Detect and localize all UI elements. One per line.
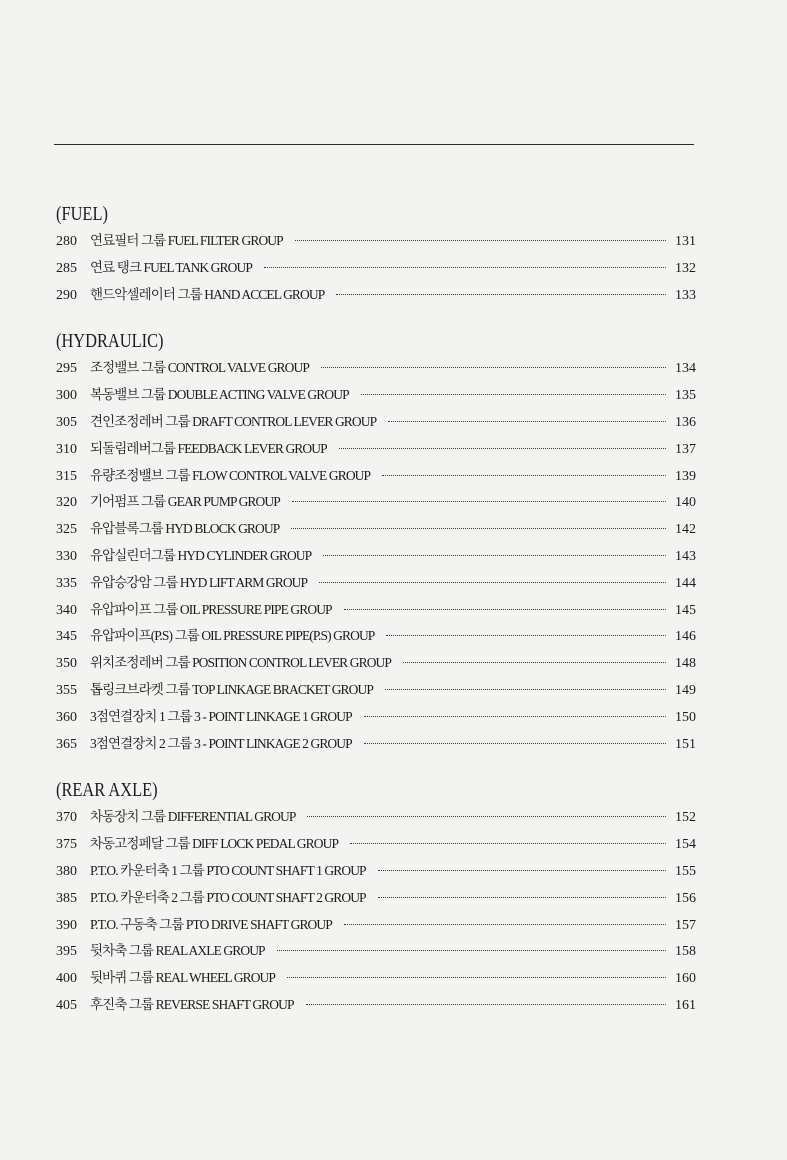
entry-title: 톱링크브라켓 그룹 TOP LINKAGE BRACKET GROUP [90, 681, 373, 697]
entry-page-number: 154 [675, 837, 696, 853]
toc-entry [56, 355, 696, 382]
section-title: (REAR AXLE) [56, 779, 158, 802]
toc-entry [56, 704, 696, 731]
entry-page-number: 160 [675, 971, 696, 987]
entry-page-number: 137 [675, 441, 696, 457]
toc-entry [56, 912, 696, 939]
entry-number: 335 [56, 575, 77, 591]
entry-number: 375 [56, 837, 77, 853]
entry-page-number: 155 [675, 863, 696, 879]
entry-page-number: 150 [675, 709, 696, 725]
dot-leader [277, 950, 666, 951]
entry-title: 복동밸브 그룹 DOUBLE ACTING VALVE GROUP [90, 387, 349, 403]
dot-leader [382, 475, 666, 476]
entry-page-number: 145 [675, 602, 696, 618]
entry-page-number: 158 [675, 944, 696, 960]
table-of-contents [56, 200, 696, 1038]
toc-entry [56, 597, 696, 624]
entry-number: 350 [56, 656, 77, 672]
entry-title: 되돌림레버그룹 FEEDBACK LEVER GROUP [90, 440, 327, 456]
entry-number: 370 [56, 810, 77, 826]
entry-page-number: 152 [675, 810, 696, 826]
entry-title: 조정밸브 그룹 CONTROL VALVE GROUP [90, 360, 309, 376]
entry-title: 후진축 그룹 REVERSE SHAFT GROUP [90, 996, 294, 1012]
dot-leader [361, 394, 666, 395]
entry-number: 365 [56, 736, 77, 752]
dot-leader [323, 555, 666, 556]
entry-title: 차동고정페달 그룹 DIFF LOCK PEDAL GROUP [90, 836, 339, 852]
toc-entry [56, 382, 696, 409]
entry-page-number: 151 [675, 736, 696, 752]
entry-number: 315 [56, 468, 77, 484]
dot-leader [292, 501, 666, 502]
dot-leader [364, 716, 666, 717]
dot-leader [344, 609, 666, 610]
entry-number: 280 [56, 234, 77, 249]
entry-title: 뒷차축 그룹 REAL AXLE GROUP [90, 943, 265, 959]
toc-entry [56, 255, 696, 282]
entry-page-number: 143 [675, 548, 696, 564]
entry-page-number: 142 [675, 522, 696, 538]
entry-number: 355 [56, 682, 77, 698]
entry-title: 3점연결장치 2 그룹 3 - POINT LINKAGE 2 GROUP [90, 735, 352, 751]
dot-leader [378, 870, 666, 871]
entry-page-number: 149 [675, 682, 696, 698]
entry-title: P.T.O. 카운터축 2 그룹 PTO COUNT SHAFT 2 GROUP [90, 889, 366, 905]
toc-section [56, 776, 696, 1018]
dot-leader [388, 421, 666, 422]
toc-entry [56, 831, 696, 858]
entry-number: 345 [56, 629, 77, 645]
toc-entry [56, 623, 696, 650]
entry-title: 유압블록그룹 HYD BLOCK GROUP [90, 521, 280, 537]
toc-section [56, 327, 696, 757]
entry-page-number: 144 [675, 575, 696, 591]
section-title: (FUEL) [56, 203, 108, 225]
dot-leader [295, 240, 666, 241]
toc-entry [56, 650, 696, 677]
toc-entry [56, 804, 696, 831]
entry-title: 연료 탱크 FUEL TANK GROUP [90, 259, 252, 275]
toc-entry [56, 677, 696, 704]
entry-number: 300 [56, 388, 77, 404]
entry-number: 290 [56, 287, 77, 303]
entry-page-number: 148 [675, 656, 696, 672]
entry-page-number: 132 [675, 260, 696, 276]
entry-title: 차동장치 그룹 DIFFERENTIAL GROUP [90, 809, 296, 825]
entry-number: 360 [56, 709, 77, 725]
dot-leader [386, 635, 666, 636]
entry-number: 330 [56, 548, 77, 564]
entry-page-number: 136 [675, 414, 696, 430]
entry-number: 285 [56, 260, 77, 276]
dot-leader [344, 924, 666, 925]
entry-page-number: 131 [675, 234, 696, 249]
entry-number: 310 [56, 441, 77, 457]
entry-page-number: 139 [675, 468, 696, 484]
entry-title: 뒷바퀴 그룹 REAL WHEEL GROUP [90, 970, 275, 986]
dot-leader [364, 743, 666, 744]
entry-title: 견인조정레버 그룹 DRAFT CONTROL LEVER GROUP [90, 413, 377, 429]
entry-title: 위치조정레버 그룹 POSITION CONTROL LEVER GROUP [90, 655, 392, 671]
entry-title: P.T.O. 카운터축 1 그룹 PTO COUNT SHAFT 1 GROUP [90, 862, 366, 878]
toc-entry [56, 436, 696, 463]
entry-number: 400 [56, 971, 77, 987]
entry-title: 연료필터 그룹 FUEL FILTER GROUP [90, 233, 283, 248]
entry-number: 380 [56, 863, 77, 879]
entry-number: 385 [56, 890, 77, 906]
entry-title: 유압승강암 그룹 HYD LIFT ARM GROUP [90, 574, 308, 590]
toc-entry [56, 731, 696, 758]
toc-entry [56, 463, 696, 490]
toc-entry [56, 965, 696, 992]
toc-entry [56, 938, 696, 965]
dot-leader [385, 689, 666, 690]
toc-entry [56, 516, 696, 543]
dot-leader [264, 267, 666, 268]
toc-entry [56, 543, 696, 570]
entry-number: 295 [56, 361, 77, 377]
toc-entry [56, 992, 696, 1019]
entry-number: 405 [56, 997, 77, 1013]
entry-number: 395 [56, 944, 77, 960]
entry-page-number: 146 [675, 629, 696, 645]
dot-leader [378, 897, 666, 898]
entry-title: 핸드악셀레이터 그룹 HAND ACCEL GROUP [90, 286, 325, 302]
entry-page-number: 156 [675, 890, 696, 906]
entry-number: 320 [56, 495, 77, 511]
entry-number: 305 [56, 414, 77, 430]
dot-leader [291, 528, 666, 529]
toc-section [56, 200, 696, 308]
toc-entry [56, 570, 696, 597]
entry-title: 기어펌프 그룹 GEAR PUMP GROUP [90, 494, 280, 510]
entry-number: 390 [56, 917, 77, 933]
dot-leader [336, 294, 666, 295]
toc-entry [56, 409, 696, 436]
dot-leader [350, 843, 666, 844]
entry-title: P.T.O. 구동축 그룹 PTO DRIVE SHAFT GROUP [90, 916, 332, 932]
dot-leader [306, 1004, 666, 1005]
entry-page-number: 135 [675, 388, 696, 404]
entry-page-number: 140 [675, 495, 696, 511]
entry-page-number: 134 [675, 361, 696, 377]
toc-entry [56, 228, 696, 255]
toc-entry [56, 282, 696, 309]
entry-page-number: 133 [675, 287, 696, 303]
toc-entry [56, 858, 696, 885]
entry-title: 3점연결장치 1 그룹 3 - POINT LINKAGE 1 GROUP [90, 708, 352, 724]
toc-entry [56, 885, 696, 912]
entry-title: 유압실린더그룹 HYD CYLINDER GROUP [90, 547, 312, 563]
entry-number: 325 [56, 522, 77, 538]
entry-page-number: 161 [675, 997, 696, 1013]
entry-title: 유량조정밸브 그룹 FLOW CONTROL VALVE GROUP [90, 467, 371, 483]
header-rule [54, 144, 694, 145]
dot-leader [403, 662, 666, 663]
entry-number: 340 [56, 602, 77, 618]
entry-title: 유압파이프 그룹 OIL PRESSURE PIPE GROUP [90, 601, 332, 617]
entry-title: 유압파이프(P.S) 그룹 OIL PRESSURE PIPE(P.S) GROUP [90, 628, 375, 644]
entry-page-number: 157 [675, 917, 696, 933]
dot-leader [339, 448, 666, 449]
section-title: (HYDRAULIC) [56, 330, 164, 353]
dot-leader [319, 582, 666, 583]
dot-leader [321, 367, 666, 368]
toc-entry [56, 489, 696, 516]
dot-leader [287, 977, 666, 978]
dot-leader [307, 816, 666, 817]
